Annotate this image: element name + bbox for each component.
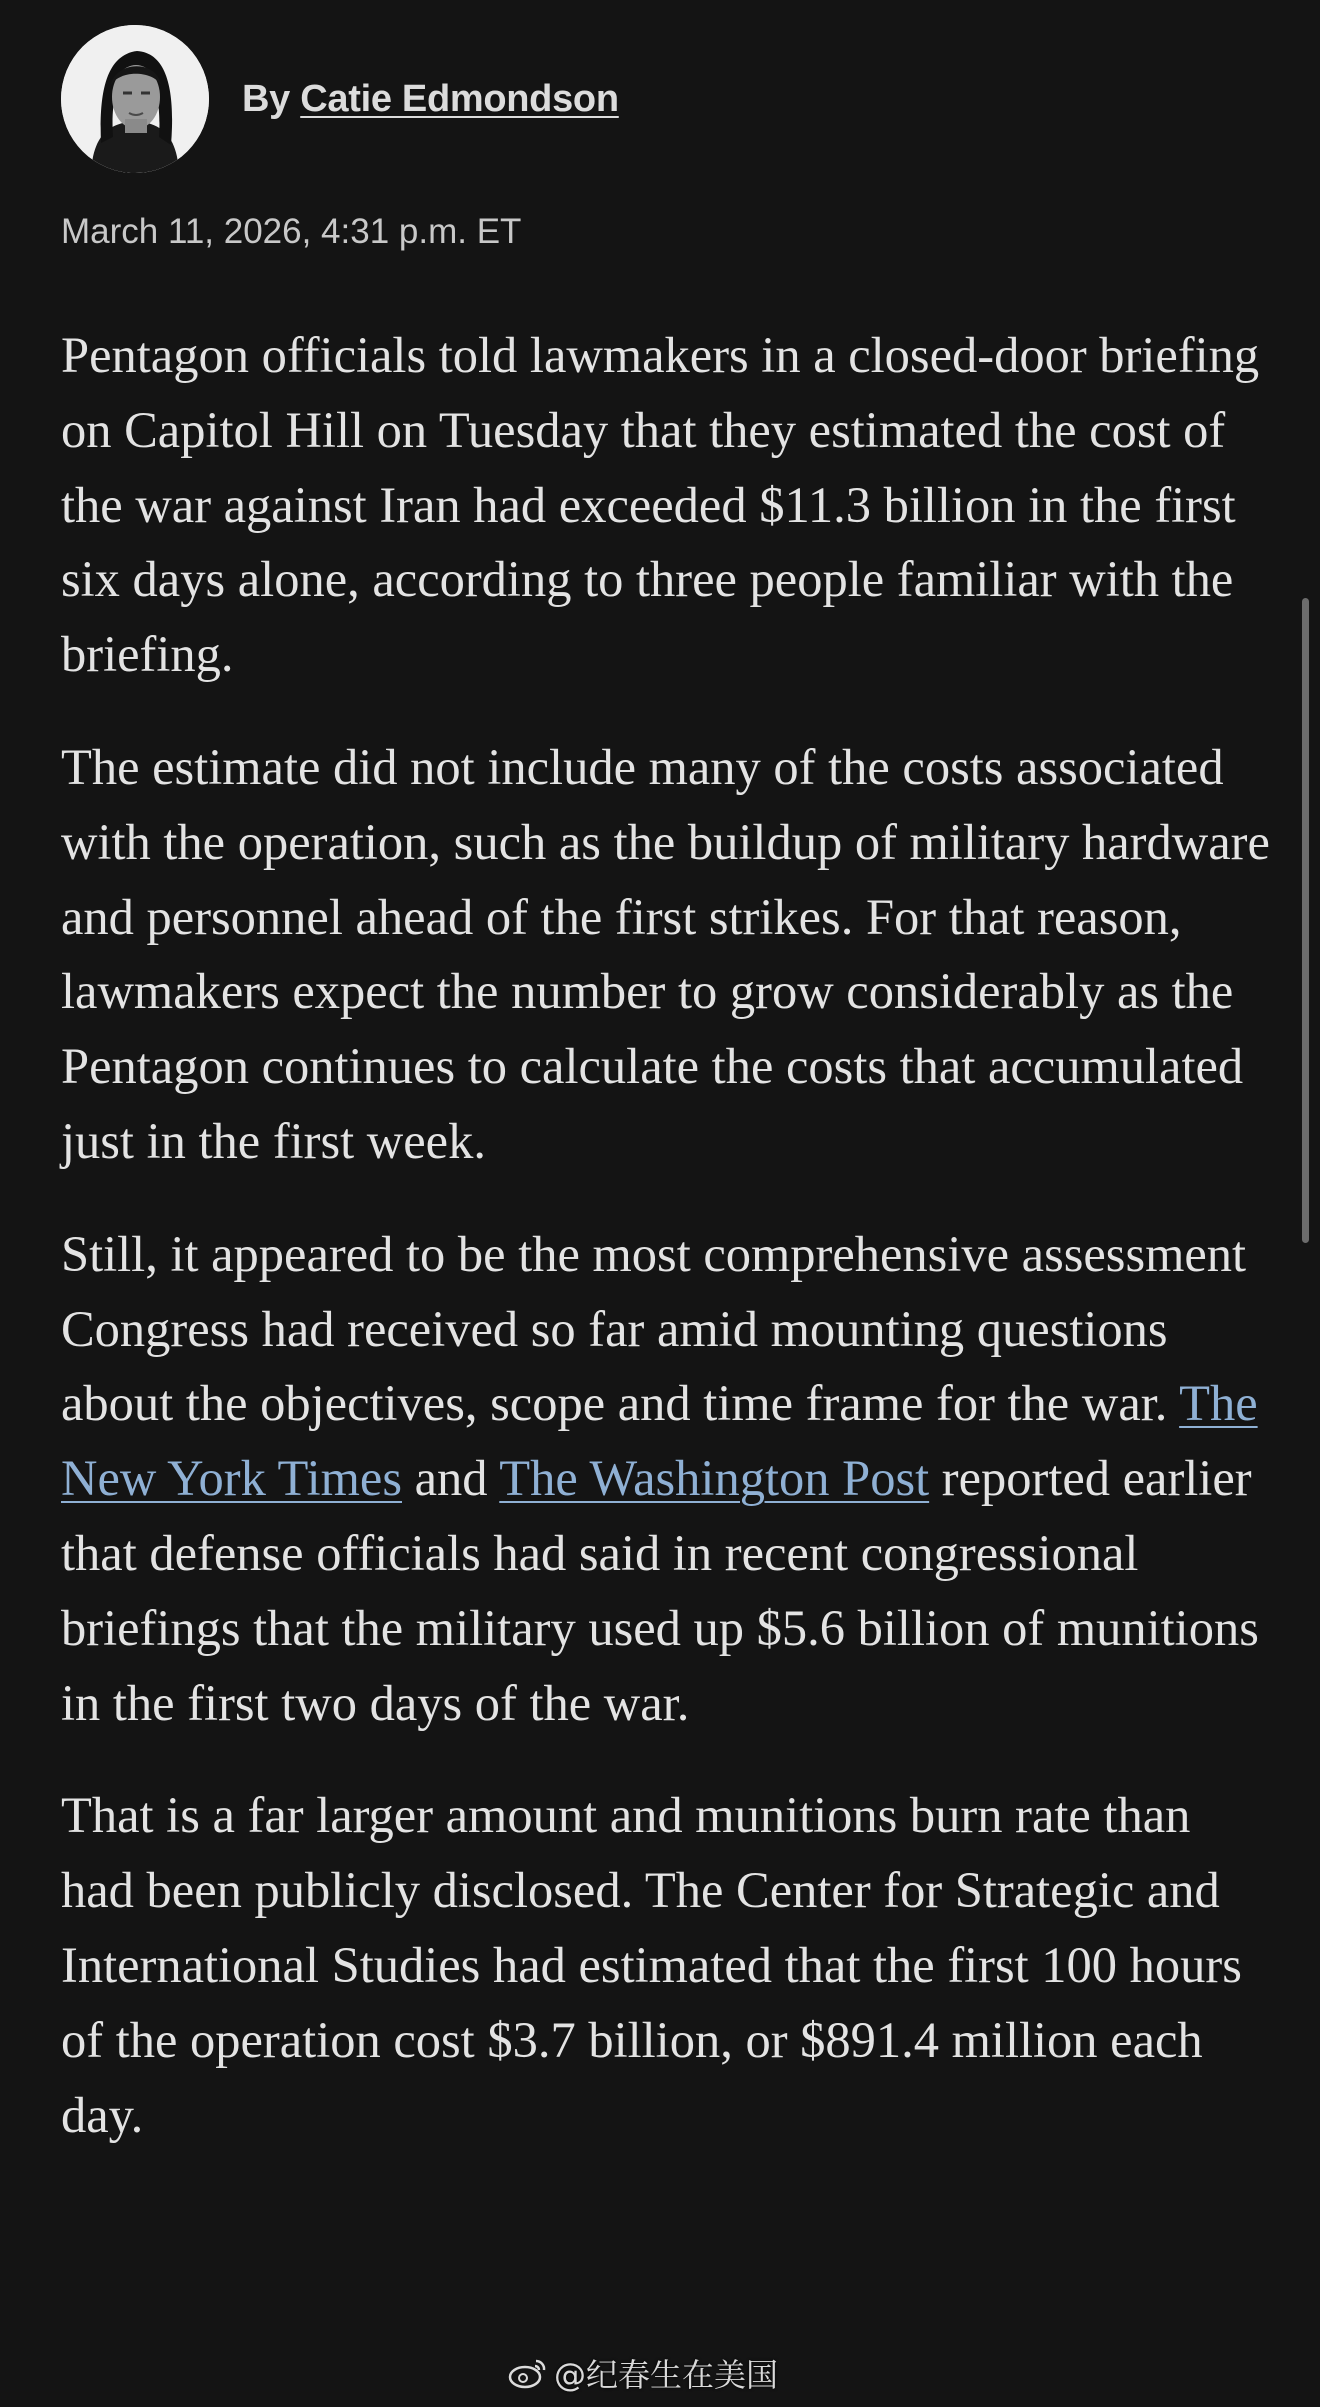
paragraph-3-text-a: Still, it appeared to be the most comprehensive assessment Congress had received so far amid mounting questions about the objectives, scope and time frame for the war.	[61, 1225, 1247, 1432]
paragraph-2: The estimate did not include many of the costs associated with the operation, such as the buildup of military hardware and personnel ahead of the first strikes. For that reason, lawmakers expect the number to grow considerably as the Pentagon continues to calculate the costs that accumulated just in the first week.	[61, 738, 1270, 1169]
article-body	[61, 318, 1271, 2190]
author-link[interactable]: Catie Edmondson	[300, 77, 619, 120]
byline-prefix: By	[242, 77, 301, 120]
publish-timestamp: March 11, 2026, 4:31 p.m. ET	[61, 212, 522, 251]
paragraph-4: That is a far larger amount and munitions burn rate than had been publicly disclosed. The Center for Strategic and International Studies had estimated that the first 100 hours of the operation cost $3.7 billion, or $891.4 million each day.	[61, 1787, 1242, 2143]
watermark-text: @纪春生在美国	[554, 2356, 779, 2394]
watermark	[508, 2350, 778, 2396]
byline-text	[242, 78, 619, 121]
byline	[61, 25, 619, 173]
weibo-logo-icon	[508, 2356, 548, 2390]
nytimes-link[interactable]: The New York Times	[61, 1375, 1258, 1507]
author-avatar[interactable]	[61, 25, 209, 173]
scrollbar-thumb[interactable]	[1302, 598, 1309, 1243]
paragraph-3-text-b: and	[402, 1450, 500, 1507]
washington-post-link[interactable]: The Washington Post	[499, 1450, 930, 1507]
paragraph-1: Pentagon officials told lawmakers in a closed-door briefing on Capitol Hill on Tuesday that they estimated the cost of the war against Iran had exceeded $11.3 billion in the first six days alone, according to three people familiar with the briefing.	[61, 327, 1260, 683]
paragraph-3-text-c: reported earlier that defense officials had said in recent congressional briefings that the military used up $5.6 billion of munitions in the first two days of the war.	[61, 1450, 1259, 1731]
paragraph-3	[61, 1217, 1271, 1741]
